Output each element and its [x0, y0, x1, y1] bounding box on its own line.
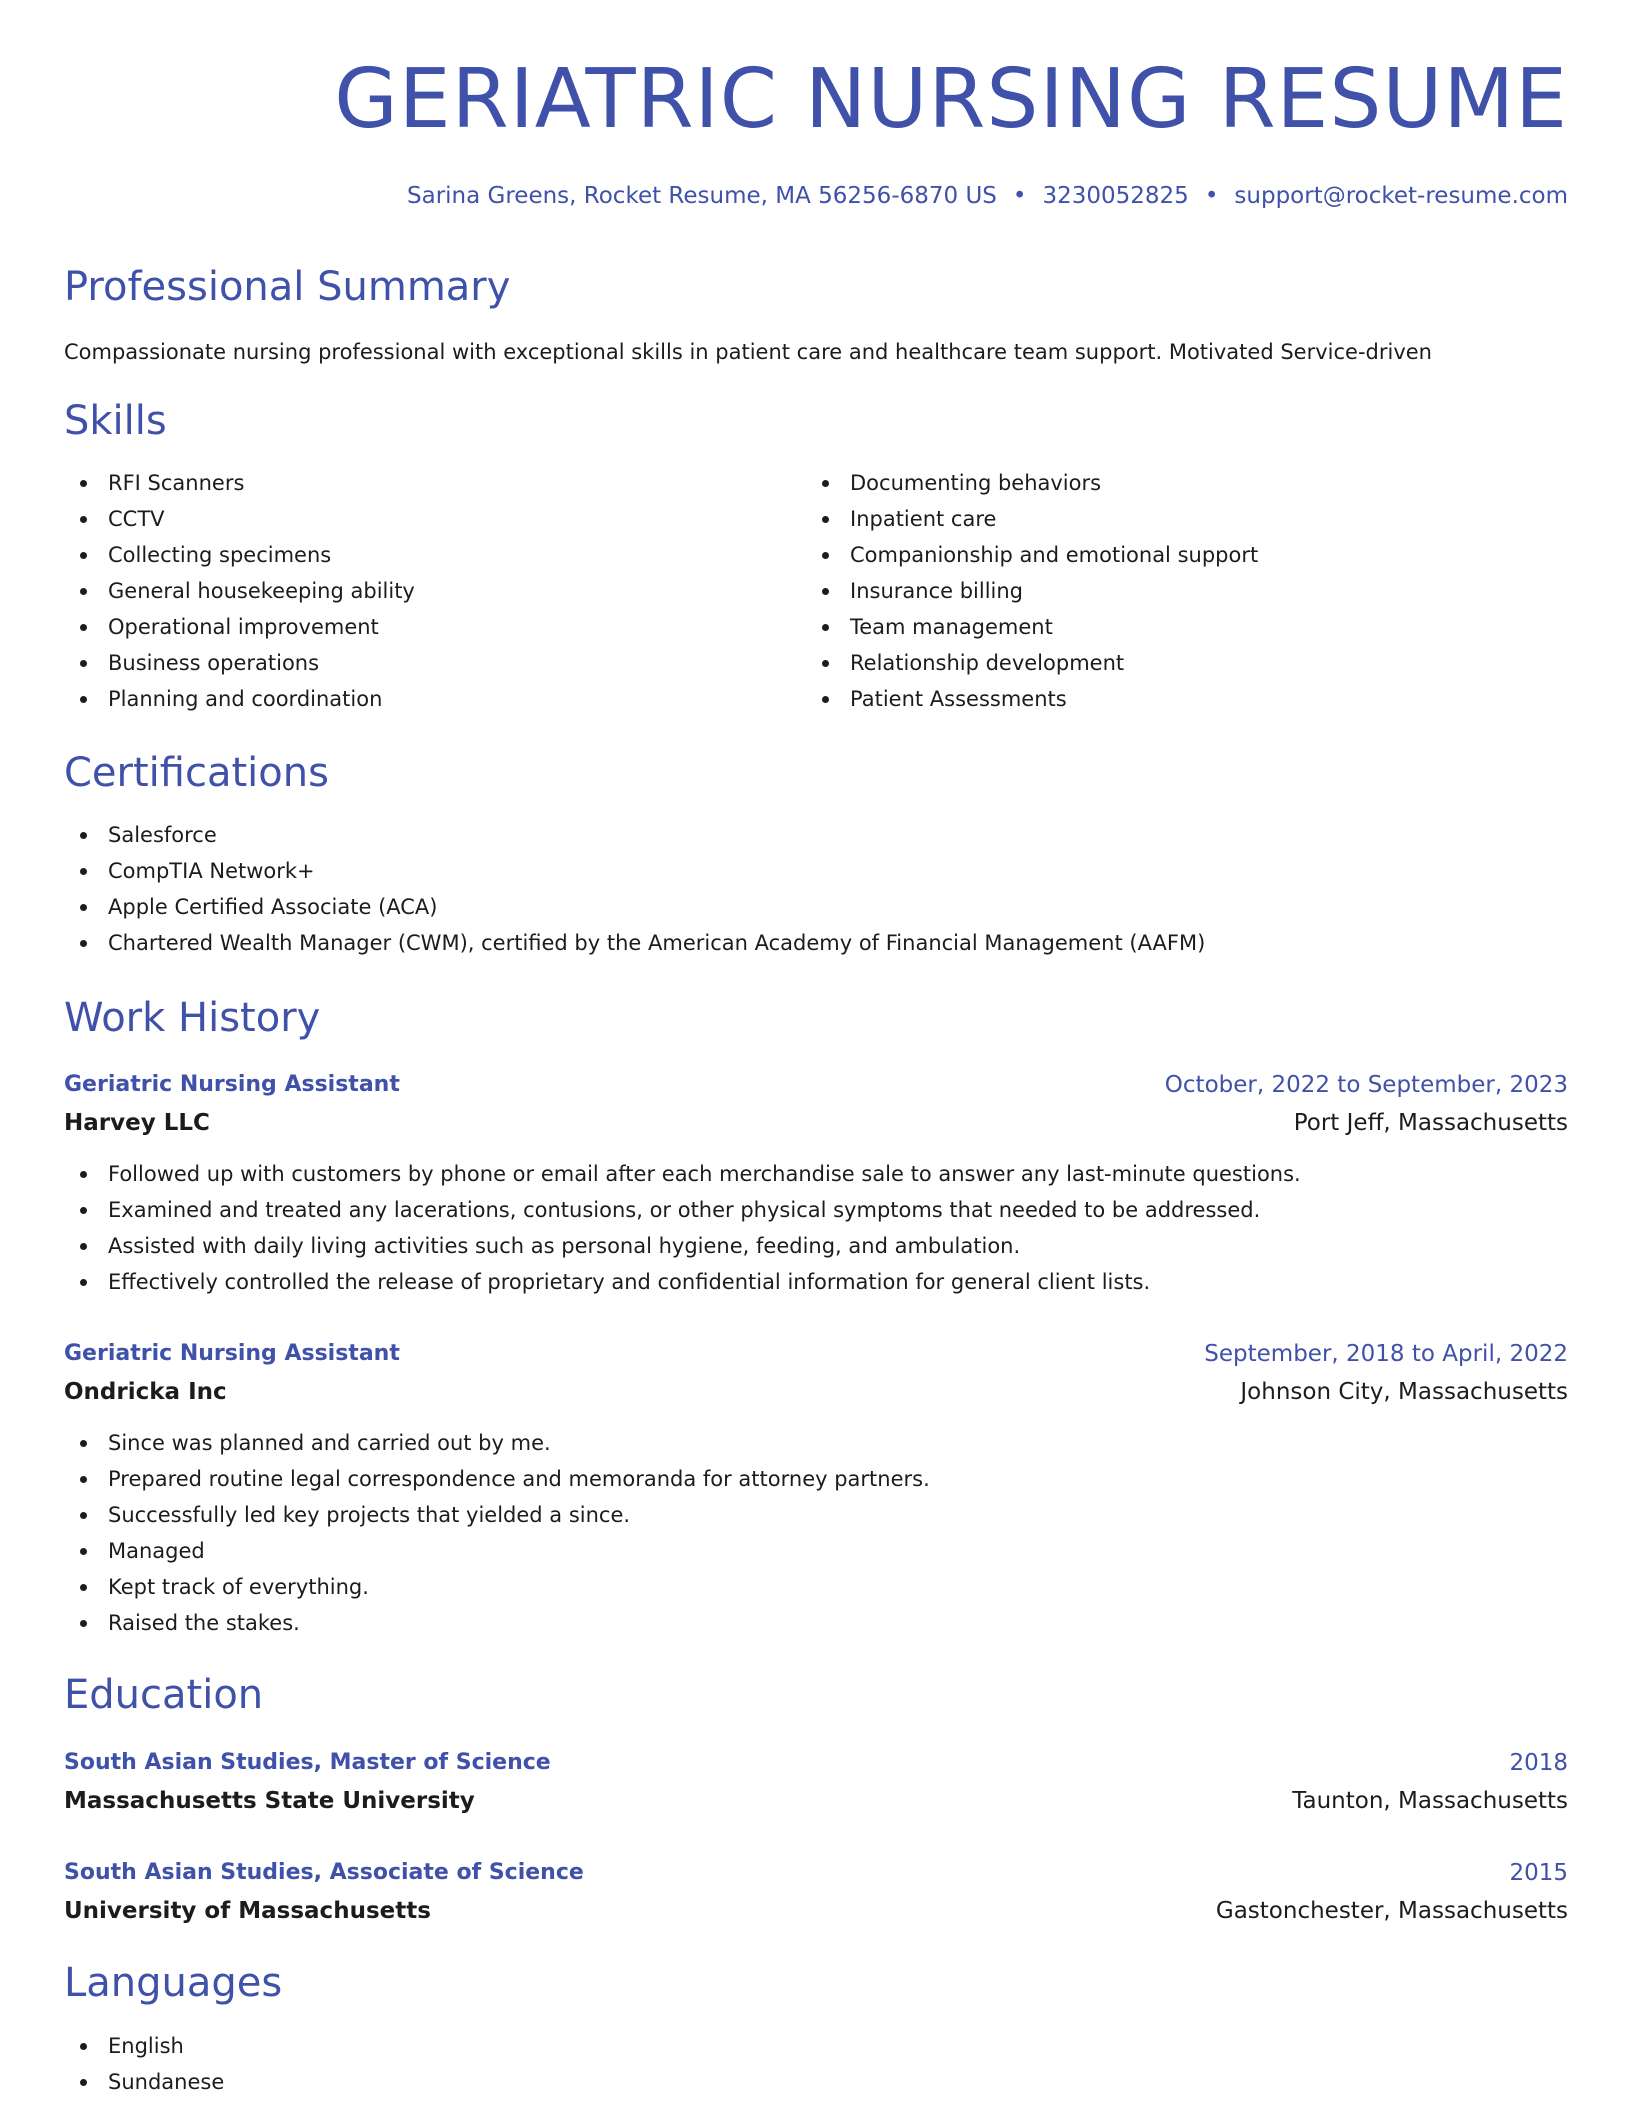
education-school: Massachusetts State University: [64, 1788, 475, 1814]
job-duties-list: [64, 1156, 1301, 1300]
summary-text: Compassionate nursing professional with exceptional skills in patient care and healthcare team support. Motivated Service-driven: [64, 340, 1432, 364]
education-degree: South Asian Studies, Master of Science: [64, 1750, 551, 1775]
certification-item: Apple Certified Associate (ACA): [64, 889, 1205, 925]
education-header: [64, 1854, 1568, 1892]
skill-item: Planning and coordination: [64, 681, 415, 717]
job-duty: Raised the stakes.: [64, 1605, 930, 1641]
resume-title: GERIATRIC NURSING RESUME: [334, 52, 1568, 147]
job-dates: October, 2022 to September, 2023: [1164, 1072, 1568, 1098]
skill-item: Operational improvement: [64, 609, 415, 645]
job-duty: Since was planned and carried out by me.: [64, 1425, 930, 1461]
education-year: 2018: [1509, 1750, 1568, 1776]
summary-heading: Professional Summary: [64, 264, 511, 310]
certification-item: CompTIA Network+: [64, 853, 1205, 889]
skills-list-left: [64, 465, 415, 717]
certifications-heading: Certifications: [64, 750, 329, 796]
language-item: English: [64, 2028, 224, 2064]
job-duty: Assisted with daily living activities such as personal hygiene, feeding, and ambulation.: [64, 1228, 1301, 1264]
job-duty: Kept track of everything.: [64, 1569, 930, 1605]
job-company: Ondricka Inc: [64, 1379, 227, 1405]
skill-item: Inpatient care: [806, 501, 1258, 537]
skills-heading: Skills: [64, 398, 167, 444]
job-header: [64, 1335, 1568, 1373]
language-item: Sundanese: [64, 2064, 224, 2100]
skill-item: Companionship and emotional support: [806, 537, 1258, 573]
skills-list-right: [806, 465, 1258, 717]
job-duty: Successfully led key projects that yielded a since.: [64, 1497, 930, 1533]
education-location: Taunton, Massachusetts: [1292, 1788, 1568, 1814]
certifications-list: [64, 817, 1205, 961]
work-history-heading: Work History: [64, 995, 321, 1041]
job-role: Geriatric Nursing Assistant: [64, 1072, 400, 1097]
job-company: Harvey LLC: [64, 1110, 210, 1136]
job-header: [64, 1066, 1568, 1104]
languages-list: [64, 2028, 224, 2100]
job-duty: Prepared routine legal correspondence and memoranda for attorney partners.: [64, 1461, 930, 1497]
education-location: Gastonchester, Massachusetts: [1215, 1898, 1568, 1924]
certification-item: Salesforce: [64, 817, 1205, 853]
skill-item: RFI Scanners: [64, 465, 415, 501]
contact-separator: •: [1012, 183, 1027, 209]
contact-address: Sarina Greens, Rocket Resume, MA 56256-6870 US: [407, 183, 997, 209]
education-degree: South Asian Studies, Associate of Science: [64, 1860, 584, 1885]
skill-item: Relationship development: [806, 645, 1258, 681]
languages-heading: Languages: [64, 1960, 283, 2006]
education-heading: Education: [64, 1672, 264, 1718]
certification-item: Chartered Wealth Manager (CWM), certified by the American Academy of Financial Management (AAFM): [64, 925, 1205, 961]
skill-item: CCTV: [64, 501, 415, 537]
job-role: Geriatric Nursing Assistant: [64, 1341, 400, 1366]
job-location: Johnson City, Massachusetts: [1240, 1379, 1568, 1405]
skill-item: Team management: [806, 609, 1258, 645]
education-school-row: [64, 1892, 1568, 1930]
skill-item: Business operations: [64, 645, 415, 681]
job-duty: Managed: [64, 1533, 930, 1569]
job-duty: Examined and treated any lacerations, contusions, or other physical symptoms that needed to be addressed.: [64, 1192, 1301, 1228]
education-header: [64, 1744, 1568, 1782]
contact-separator: •: [1204, 183, 1219, 209]
job-location: Port Jeff, Massachusetts: [1293, 1110, 1568, 1136]
job-duty: Effectively controlled the release of proprietary and confidential information for general client lists.: [64, 1264, 1301, 1300]
job-duty: Followed up with customers by phone or email after each merchandise sale to answer any last-minute questions.: [64, 1156, 1301, 1192]
skill-item: Patient Assessments: [806, 681, 1258, 717]
contact-line: [407, 180, 1568, 212]
skill-item: Documenting behaviors: [806, 465, 1258, 501]
contact-phone: 3230052825: [1042, 183, 1189, 209]
skill-item: Insurance billing: [806, 573, 1258, 609]
education-year: 2015: [1509, 1860, 1568, 1886]
job-employer: [64, 1373, 1568, 1411]
skill-item: General housekeeping ability: [64, 573, 415, 609]
job-duties-list: [64, 1425, 930, 1641]
job-dates: September, 2018 to April, 2022: [1204, 1341, 1568, 1367]
skill-item: Collecting specimens: [64, 537, 415, 573]
job-employer: [64, 1104, 1568, 1142]
education-school-row: [64, 1782, 1568, 1820]
education-school: University of Massachusetts: [64, 1898, 431, 1924]
contact-email[interactable]: support@rocket-resume.com: [1234, 183, 1568, 209]
